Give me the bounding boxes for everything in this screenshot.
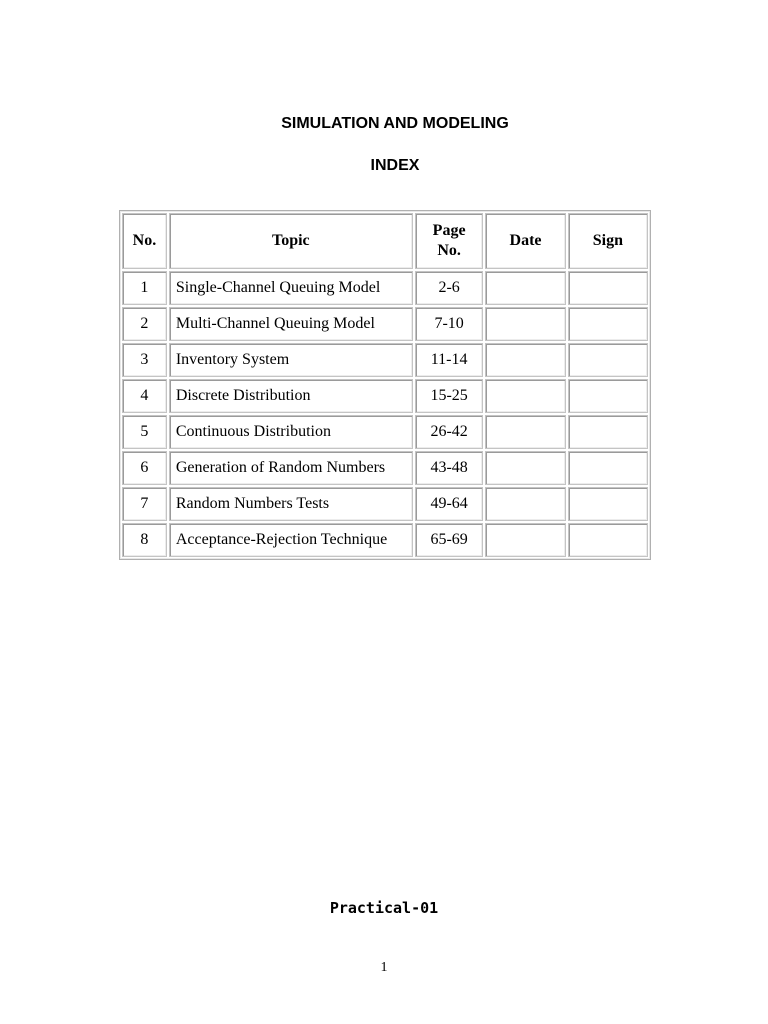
cell-date	[485, 307, 565, 341]
cell-page-no: 26-42	[415, 415, 484, 449]
cell-page-no: 49-64	[415, 487, 484, 521]
cell-topic: Multi-Channel Queuing Model	[169, 307, 413, 341]
document-title: SIMULATION AND MODELING	[281, 115, 509, 132]
cell-page-no: 7-10	[415, 307, 484, 341]
table-row	[122, 451, 648, 485]
table-header-row	[122, 213, 648, 269]
cell-page-no: 11-14	[415, 343, 484, 377]
cell-no: 6	[122, 451, 167, 485]
cell-page-no: 43-48	[415, 451, 484, 485]
table-row	[122, 523, 648, 557]
cell-page-no: 2-6	[415, 271, 484, 305]
cell-no: 7	[122, 487, 167, 521]
cell-sign	[568, 307, 648, 341]
header-sign: Sign	[568, 213, 648, 269]
cell-date	[485, 523, 565, 557]
cell-no: 3	[122, 343, 167, 377]
cell-topic: Generation of Random Numbers	[169, 451, 413, 485]
cell-topic: Acceptance-Rejection Technique	[169, 523, 413, 557]
index-table	[119, 210, 651, 560]
cell-topic: Discrete Distribution	[169, 379, 413, 413]
header-date: Date	[485, 213, 565, 269]
cell-date	[485, 487, 565, 521]
header-page-no: Page No.	[415, 213, 484, 269]
practical-heading: Practical-01	[329, 899, 439, 917]
cell-date	[485, 271, 565, 305]
page-number: 1	[380, 960, 388, 975]
table-row	[122, 415, 648, 449]
table-row	[122, 379, 648, 413]
cell-no: 4	[122, 379, 167, 413]
cell-sign	[568, 271, 648, 305]
cell-sign	[568, 487, 648, 521]
cell-date	[485, 415, 565, 449]
table-row	[122, 487, 648, 521]
cell-no: 8	[122, 523, 167, 557]
header-topic: Topic	[169, 213, 413, 269]
cell-sign	[568, 415, 648, 449]
cell-page-no: 65-69	[415, 523, 484, 557]
table-row	[122, 271, 648, 305]
cell-topic: Continuous Distribution	[169, 415, 413, 449]
cell-page-no: 15-25	[415, 379, 484, 413]
table-row	[122, 343, 648, 377]
cell-topic: Inventory System	[169, 343, 413, 377]
table-body	[122, 271, 648, 557]
cell-topic: Single-Channel Queuing Model	[169, 271, 413, 305]
cell-date	[485, 379, 565, 413]
cell-sign	[568, 523, 648, 557]
cell-sign	[568, 343, 648, 377]
cell-sign	[568, 379, 648, 413]
table-row	[122, 307, 648, 341]
index-heading: INDEX	[370, 157, 420, 174]
cell-no: 2	[122, 307, 167, 341]
cell-date	[485, 451, 565, 485]
cell-sign	[568, 451, 648, 485]
header-no: No.	[122, 213, 167, 269]
cell-date	[485, 343, 565, 377]
cell-no: 5	[122, 415, 167, 449]
cell-no: 1	[122, 271, 167, 305]
cell-topic: Random Numbers Tests	[169, 487, 413, 521]
